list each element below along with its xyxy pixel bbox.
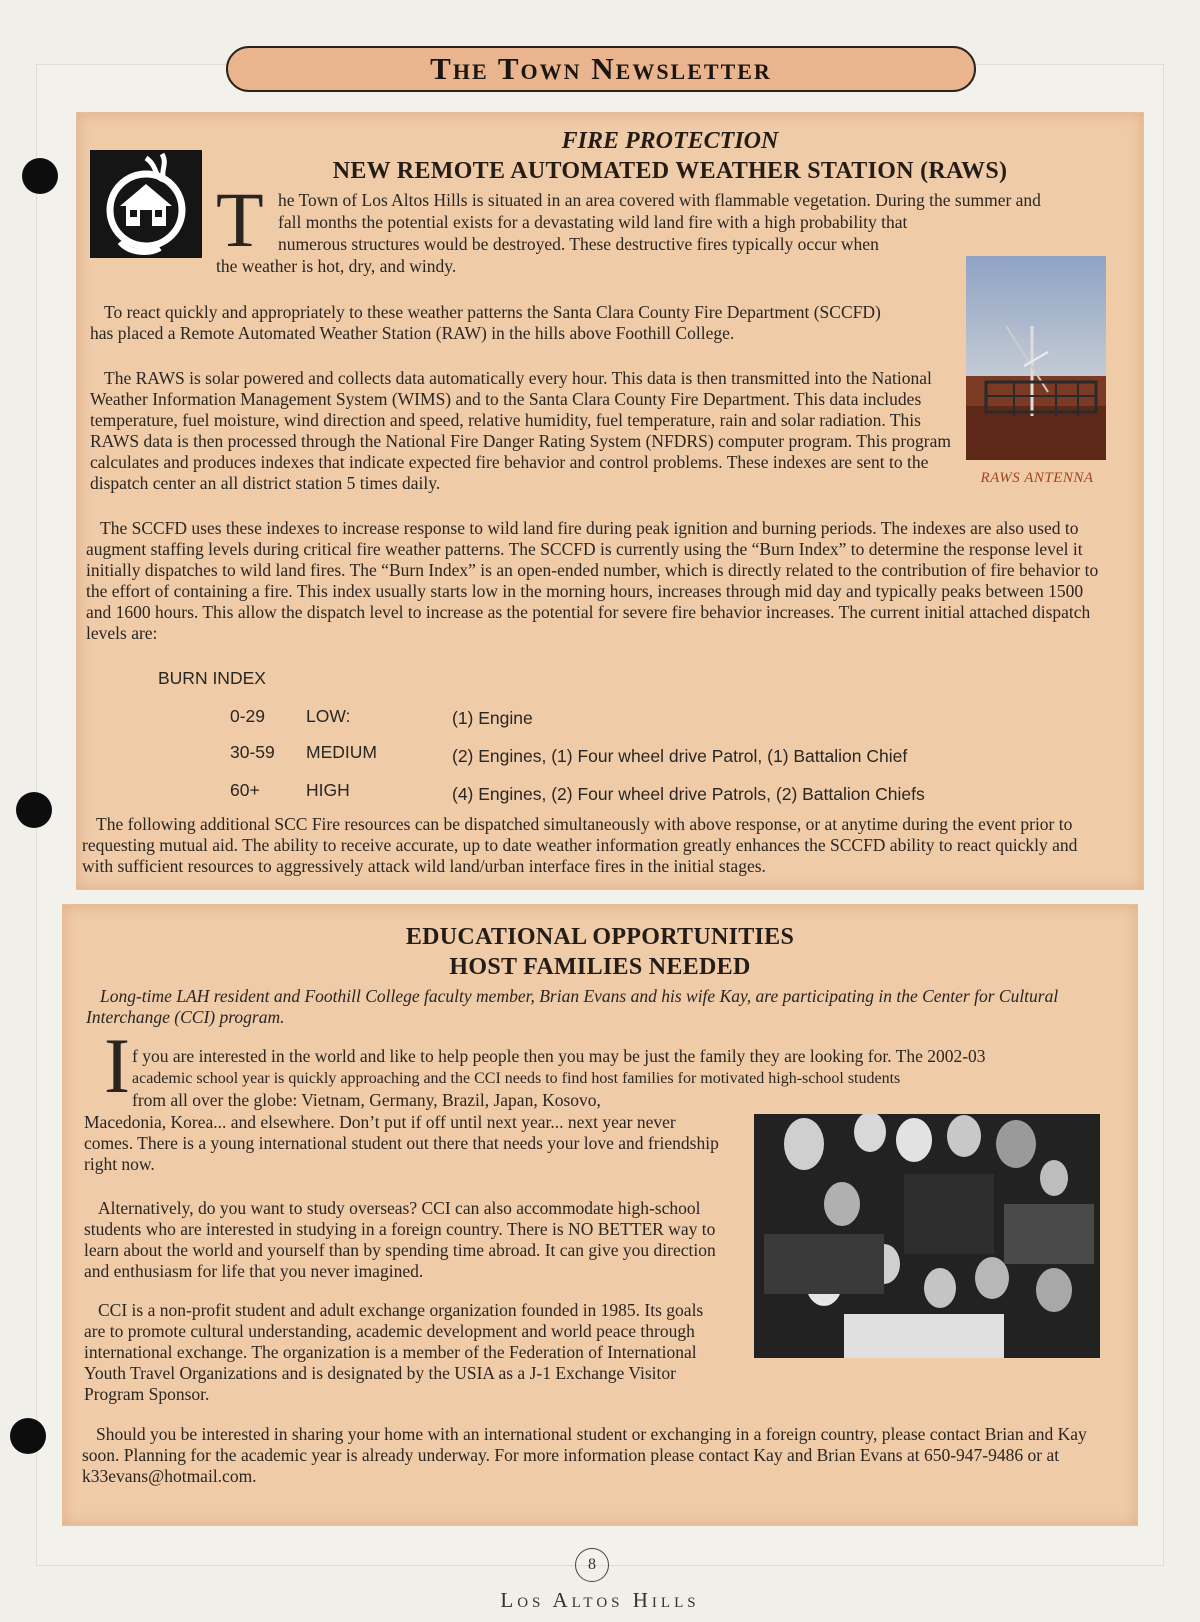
house-flame-icon (90, 150, 202, 258)
binder-hole (10, 1418, 46, 1454)
burn-row-resources: (2) Engines, (1) Four wheel drive Patrol, (1) Battalion Chief (452, 746, 908, 766)
education-headline-1: EDUCATIONAL OPPORTUNITIES (405, 924, 795, 950)
burn-index-label: BURN INDEX (158, 668, 266, 688)
education-intro-line-1: f you are interested in the world and like to help people then you may be just the family they are looking for. The 2002-03 (132, 1046, 986, 1066)
burn-row-range: 60+ (230, 780, 260, 800)
burn-row-resources: (4) Engines, (2) Four wheel drive Patrols, (2) Battalion Chiefs (452, 784, 925, 804)
fire-kicker: FIRE PROTECTION (561, 128, 779, 154)
fire-paragraph-3: The RAWS is solar powered and collects data automatically every hour. This data is then transmitted into the National Weather Information Management System (WIMS) and to the Santa Clara County Fire Department. This data includes temperature, fuel moisture, wind direction and speed, relative humidity, fuel temperature, rain and solar radiation. This RAWS data is then processed through the National Fire Danger Rating System (NFDRS) computer program. This program calculates and produces indexes that indicate expected fire behavior and control problems. These indexes are sent to the dispatch center an all district station 5 times daily. (90, 368, 951, 493)
burn-row-level: LOW: (306, 706, 351, 726)
fire-intro-line-3: numerous structures would be destroyed. These destructive fires typically occur when (278, 234, 879, 254)
education-intro-line-2: academic school year is quickly approaching and the CCI needs to find host families for motivated high-school students (132, 1070, 901, 1087)
masthead (226, 46, 976, 92)
masthead-title: The Town Newsletter (430, 51, 772, 86)
education-intro-line-3: from all over the globe: Vietnam, Germany, Brazil, Japan, Kosovo, (132, 1090, 601, 1110)
burn-row-range: 0-29 (230, 706, 266, 726)
education-lead: Long-time LAH resident and Foothill College faculty member, Brian Evans and his wife Kay, are participating in the Center for Cultural Interchange (CCI) program. (86, 986, 1059, 1027)
fire-dropcap: T (216, 176, 264, 263)
burn-row-level: MEDIUM (306, 742, 377, 762)
education-paragraph-3: CCI is a non-profit student and adult exchange organization founded in 1985. Its goals are to promote cultural understanding, academic development and world peace through international exchange. The organization is a member of the Federation of International Youth Travel Organizations and is designated by the USIA as a J-1 Exchange Visitor Program Sponsor. (84, 1300, 704, 1404)
education-intro-rest: Macedonia, Korea... and elsewhere. Don’t put if off until next year... next year never comes. There is a young international student out there that needs your love and friendship right now. (84, 1112, 719, 1174)
page-number: 8 (575, 1548, 609, 1582)
binder-hole (22, 158, 58, 194)
education-headline-2: HOST FAMILIES NEEDED (449, 954, 751, 980)
fire-paragraph-2: To react quickly and appropriately to these weather patterns the Santa Clara County Fire Department (SCCFD) has placed a Remote Automated Weather Station (RAW) in the hills above Foothill College. (90, 302, 881, 343)
burn-row-level: HIGH (306, 780, 350, 800)
burn-row-range: 30-59 (230, 742, 275, 762)
burn-row-resources: (1) Engine (452, 708, 533, 728)
raws-photo-caption: RAWS ANTENNA (980, 470, 1094, 486)
raws-antenna-photo (966, 256, 1106, 460)
education-paragraph-2: Alternatively, do you want to study overseas? CCI can also accommodate high-school students who are interested in studying in a foreign country. There is NO BETTER way to learn about the world and yourself than by spending time abroad. It can give you direction and enthusiasm for life that you never imagined. (84, 1198, 716, 1281)
host-families-group-photo (754, 1114, 1100, 1358)
fire-intro-line-2: fall months the potential exists for a devastating wild land fire with a high probability that (278, 212, 908, 232)
footer-town-name: Los Altos Hills (500, 1588, 700, 1612)
education-dropcap: I (104, 1022, 130, 1109)
fire-paragraph-5: The following additional SCC Fire resources can be dispatched simultaneously with above response, or at anytime during the event prior to requesting mutual aid. The ability to receive accurate, up to date weather information greatly enhances the SCCFD ability to react quickly and with sufficient resources to aggressively attack wild land/urban interface fires in the initial stages. (82, 814, 1078, 876)
fire-intro-line-1: he Town of Los Altos Hills is situated in an area covered with flammable vegetation. During the summer and (278, 190, 1041, 210)
fire-paragraph-4: The SCCFD uses these indexes to increase response to wild land fire during peak ignition and burning periods. The indexes are also used to augment staffing levels during critical fire weather patterns. The SCCFD is currently using the “Burn Index” to determine the response level it initially dispatches to wild land fires. The “Burn Index” is an open-ended number, which is directly related to the contribution of fire behavior to the effort of containing a fire. This index usually starts low in the morning hours, increases through mid day and typically peaks between 1500 and 1600 hours. This allow the dispatch level to increase as the potential for severe fire behavior increases. The current initial attached dispatch levels are: (86, 518, 1099, 643)
education-paragraph-4: Should you be interested in sharing your home with an international student or exchanging in a foreign country, please contact Brian and Kay soon. Planning for the academic year is already underway. For more information please contact Kay and Brian Evans at 650-947-9486 or at k33evans@hotmail.com. (82, 1424, 1087, 1486)
binder-hole (16, 792, 52, 828)
fire-headline: NEW REMOTE AUTOMATED WEATHER STATION (RAWS) (332, 158, 1008, 184)
fire-intro-line-4: the weather is hot, dry, and windy. (216, 256, 457, 276)
